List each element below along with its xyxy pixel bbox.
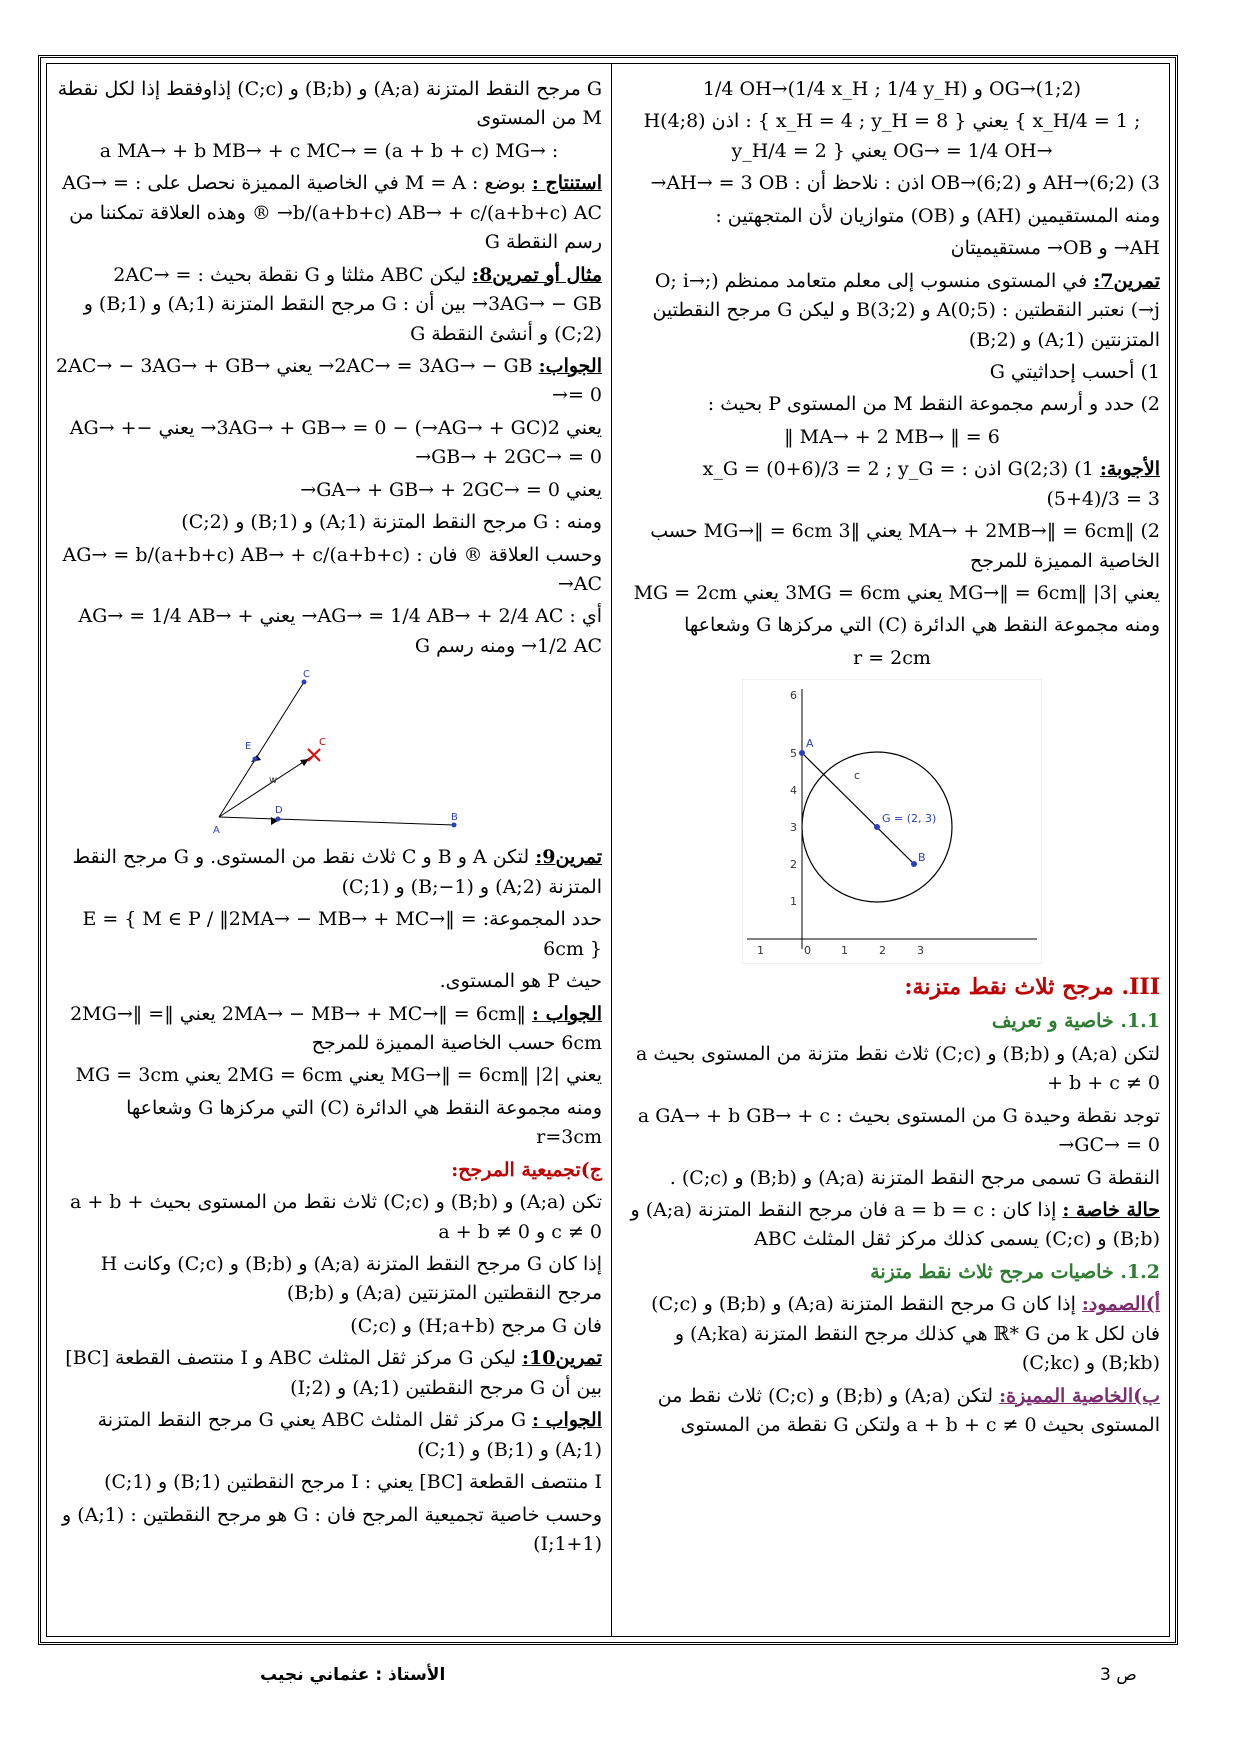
point-g xyxy=(874,824,880,830)
text-line: وحسب خاصية تجميعية المرجح فان : G هو مرجح النقطتين : (A;1) و (I;1+1) xyxy=(62,1503,602,1555)
text-line: لتكن (A;a) و (B;b) و (C;c) ثلاث نقط من المستوى بحيث a + b + c ≠ 0 ولتكن G نقطة من المستوى xyxy=(657,1384,1160,1437)
point-b xyxy=(452,823,457,828)
text-line: 1/4 OH→(1/4 x_H ; 1/4 y_H) و OG→(1;2) xyxy=(702,78,1082,100)
text-line: ‖2MA→ − MB→ + MC→‖ = 6cm يعني ‖2MG→‖ = 6cm حسب الخاصية المميزة للمرجح xyxy=(70,1002,602,1054)
text-line: فان G مرجح (H;a+b) و (C;c) xyxy=(350,1314,602,1337)
vector-figure xyxy=(179,667,479,837)
text-line: إذا كان : a = b = c فان مرجح النقط المتزنة (A;a) و (B;b) و (C;c) يسمى كذلك مركز ثقل المثلث ABC xyxy=(630,1199,1160,1251)
x-tick: 3 xyxy=(917,944,924,958)
x-tick: 1 xyxy=(841,944,848,958)
y-tick: 2 xyxy=(790,858,797,872)
answer-8 xyxy=(56,352,602,411)
text-line: ليكن G مركز ثقل المثلث ABC و I منتصف القطعة [BC] بين أن G مرجح النقطتين (A;1) و (I;2) xyxy=(65,1347,602,1399)
text-line: G مركز ثقل المثلث ABC يعني G مرجح النقط المتزنة (A;1) و (B;1) و (C;1) xyxy=(97,1409,602,1461)
exercise-heading: تمرين9: xyxy=(535,846,602,869)
associativity-title: ج)تجميعية المرجح: xyxy=(451,1158,602,1181)
text-line: ومنه مجموعة النقط هي الدائرة (C) التي مركزها G وشعاعها r=3cm xyxy=(126,1096,602,1149)
point-d xyxy=(276,817,281,822)
text-line: النقطة G تسمى مرجح النقط المتزنة (A;a) و (B;b) و (C;c) . xyxy=(669,1166,1160,1189)
point-a xyxy=(799,750,805,756)
text-line: توجد نقطة وحيدة G من المستوى بحيث : a GA→ + b GB→ + c GC→ = 0→ xyxy=(637,1104,1160,1157)
text-line: أي : AG→ = 1/4 AB→ + 2/4 AC→ يعني AG→ = 1/4 AB→ + 1/2 AC→ ومنه رسم G xyxy=(78,605,602,657)
label-a: A xyxy=(213,825,220,837)
text-line: 2AC→ = 3AG→ − GB→ يعني 2AC→ − 3AG→ + GB→ = 0→ xyxy=(56,354,602,407)
text-line: ومنه : G مرجح النقط المتزنة (A;1) و (B;1) و (C;2) xyxy=(181,511,602,534)
property-heading: أ)الصمود: xyxy=(1081,1293,1160,1316)
text-line: حدد المجموعة: E = { M ∈ P / ‖2MA→ − MB→ + MC→‖ = 6cm } xyxy=(82,908,602,960)
property-heading: ب)الخاصية المميزة: xyxy=(999,1384,1160,1407)
text-line: ومنه مجموعة النقط هي الدائرة (C) التي مركزها G وشعاعها xyxy=(684,614,1160,637)
column-divider xyxy=(611,63,612,1637)
text-line: H(4;8) اذن : { x_H = 4 ; y_H = 8 } يعني { x_H/4 = 1 ; y_H/4 = 2 } يعني OG→ = 1/4 OH→ xyxy=(643,110,1141,162)
circle-figure xyxy=(742,679,1042,964)
x-tick: 1 xyxy=(757,944,764,958)
exercise-10 xyxy=(56,1344,602,1403)
subsection-title: 1.1. خاصية و تعريف xyxy=(991,1010,1160,1033)
footer-page-number: ص 3 xyxy=(1100,1665,1137,1685)
y-tick: 3 xyxy=(790,821,797,835)
x-tick: 0 xyxy=(804,944,811,958)
text-line: G مرجح النقط المتزنة (A;a) و (B;b) و (C;c) إذاوفقط إذا لكل نقطة M من المستوى xyxy=(57,78,602,130)
vector-ac xyxy=(219,682,304,817)
x-tick: 2 xyxy=(879,944,886,958)
label-a: A xyxy=(806,737,814,751)
characteristic xyxy=(624,1382,1160,1441)
answer-heading: الأجوبة: xyxy=(1099,458,1160,481)
text-line: يعني 2(AG→ + GC→) − 3AG→ + GB→ = 0→ يعني −AG→ + GB→ + 2GC→ = 0→ xyxy=(69,416,602,469)
text-line: لتكن A و B و C ثلاث نقط من المستوى. و G مرجح النقط المتزنة (A;2) و (B;−1) و (C;1) xyxy=(72,846,602,898)
text-line: 2) ‖MA→ + 2MB→‖ = 6cm يعني ‖3 MG→‖ = 6cm حسب الخاصية المميزة للمرجح xyxy=(650,520,1160,572)
subsection-title: 1.2. خاصيات مرجح ثلاث نقط متزنة xyxy=(870,1260,1160,1283)
text-line: ‖ MA→ + 2 MB→ ‖ = 6 xyxy=(784,425,1000,448)
text-line: حيث P هو المستوى. xyxy=(439,970,602,993)
answers-7 xyxy=(624,455,1160,514)
deduction xyxy=(56,169,602,257)
answer-heading: الجواب : xyxy=(532,1002,602,1025)
label-d: D xyxy=(275,805,283,817)
point-g-cross xyxy=(308,749,320,761)
answer-heading: الجواب: xyxy=(538,354,602,377)
exercise-8 xyxy=(56,261,602,349)
text-line: يعني |2| ‖MG→‖ = 6cm يعني 2MG = 6cm يعني MG = 3cm xyxy=(75,1064,602,1087)
right-column xyxy=(624,75,1160,1444)
text-line: 1) أحسب إحداثيتي G xyxy=(989,360,1160,383)
text-line: 2) حدد و أرسم مجموعة النقط M من المستوى P بحيث : xyxy=(707,393,1160,416)
exercise-heading: تمرين10: xyxy=(522,1347,602,1370)
exercise-heading: تمرين7: xyxy=(1093,269,1160,292)
point-c xyxy=(302,680,307,685)
special-case-heading: حالة خاصة : xyxy=(1062,1199,1160,1222)
exercise-heading: مثال أو تمرين8: xyxy=(472,263,602,286)
label-c: C xyxy=(303,669,310,681)
text-line: في المستوى منسوب إلى معلم متعامد ممنظم (O; i→; j→) نعتبر النقطتين : A(0;5) و B(3;2) و ليكن G مرجح النقطتين المتزنتين (A;1) و (B;2) xyxy=(652,269,1160,351)
vector-ab xyxy=(219,817,454,825)
label-g: G = (2, 3) xyxy=(882,812,937,826)
text-line: وحسب العلاقة ® فان : AG→ = b/(a+b+c) AB→ + c/(a+b+c) AC→ xyxy=(62,543,602,595)
text-line: a MA→ + b MB→ + c MC→ = (a + b + c) MG→ : xyxy=(99,139,559,162)
y-tick: 6 xyxy=(790,689,797,703)
homogeneity xyxy=(624,1290,1160,1378)
left-column xyxy=(56,75,602,1562)
text-line: r = 2cm xyxy=(853,646,931,669)
exercise-9 xyxy=(56,843,602,902)
label-w: w xyxy=(269,775,278,787)
text-line: I منتصف القطعة [BC] يعني : I مرجح النقطتين (B;1) و (C;1) xyxy=(104,1471,602,1494)
label-b: B xyxy=(451,812,458,824)
text-line: تكن (A;a) و (B;b) و (C;c) ثلاث نقط من المستوى بحيث a + b + c ≠ 0 و a + b ≠ 0 xyxy=(69,1191,602,1243)
point-b xyxy=(911,861,917,867)
text-line: ومنه المستقيمين (AH) و (OB) متوازيان لأن المتجهتين : xyxy=(715,204,1160,227)
exercise-7 xyxy=(624,267,1160,355)
label-e: E xyxy=(245,741,252,753)
text-line: ليكن ABC مثلثا و G نقطة بحيث : 2AC→ = 3AG→ − GB→ بين أن : G مرجح النقط المتزنة (A;1) و (B;1) و (C;2) و أنشئ النقطة G xyxy=(83,263,602,345)
text-line: AH→ و OB→ مستقيميتان xyxy=(950,237,1160,260)
footer-author: الأستاذ : عثماني نجيب xyxy=(260,1665,446,1685)
text-line: يعني GA→ + GB→ + 2GC→ = 0→ xyxy=(300,478,602,501)
answer-heading: الجواب : xyxy=(532,1409,602,1432)
answer-9 xyxy=(56,1000,602,1059)
answer-10 xyxy=(56,1406,602,1465)
label-b: B xyxy=(918,851,926,865)
label-circle: c xyxy=(854,769,861,783)
text-line: 1) G(2;3) اذن : x_G = (0+6)/3 = 2 ; y_G = (5+4)/3 = 3 xyxy=(702,458,1160,510)
text-line: يعني |3| ‖MG→‖ = 6cm يعني 3MG = 6cm يعني MG = 2cm xyxy=(633,582,1160,604)
label-g: C xyxy=(319,737,326,749)
deduction-heading: استنتاج : xyxy=(531,172,602,195)
text-line: لتكن (A;a) و (B;b) و (C;c) ثلاث نقط متزنة من المستوى بحيث a + b + c ≠ 0 xyxy=(635,1042,1160,1095)
y-tick: 4 xyxy=(790,784,797,798)
text-line: إذا كان G مرجح النقط المتزنة (A;a) و (B;b) و (C;c) فان لكل k من ℝ* G هي كذلك مرجح النقط المتزنة (A;ka) و (B;kb) و (C;kc) xyxy=(651,1293,1160,1375)
section-iii-title: III. مرجح ثلاث نقط متزنة: xyxy=(904,974,1160,1001)
y-tick: 1 xyxy=(790,895,797,909)
text-line: إذا كان G مرجح النقط المتزنة (A;a) و (B;b) و (C;c) وكانت H مرجح النقطتين المتزنتين (A;a) و (B;b) xyxy=(100,1253,602,1305)
text-line: 3) AH→(6;2) و OB→(6;2) اذن : نلاحظ أن : AH→ = 3 OB→ xyxy=(650,172,1160,195)
y-tick: 5 xyxy=(790,747,797,761)
special-case xyxy=(624,1196,1160,1255)
point-e xyxy=(253,757,258,762)
vector-ag xyxy=(219,755,314,817)
text-line: بوضع : M = A في الخاصية المميزة نحصل على : AG→ = b/(a+b+c) AB→ + c/(a+b+c) AC→ ® وهذه العلاقة تمكننا من رسم النقطة G xyxy=(62,172,602,254)
